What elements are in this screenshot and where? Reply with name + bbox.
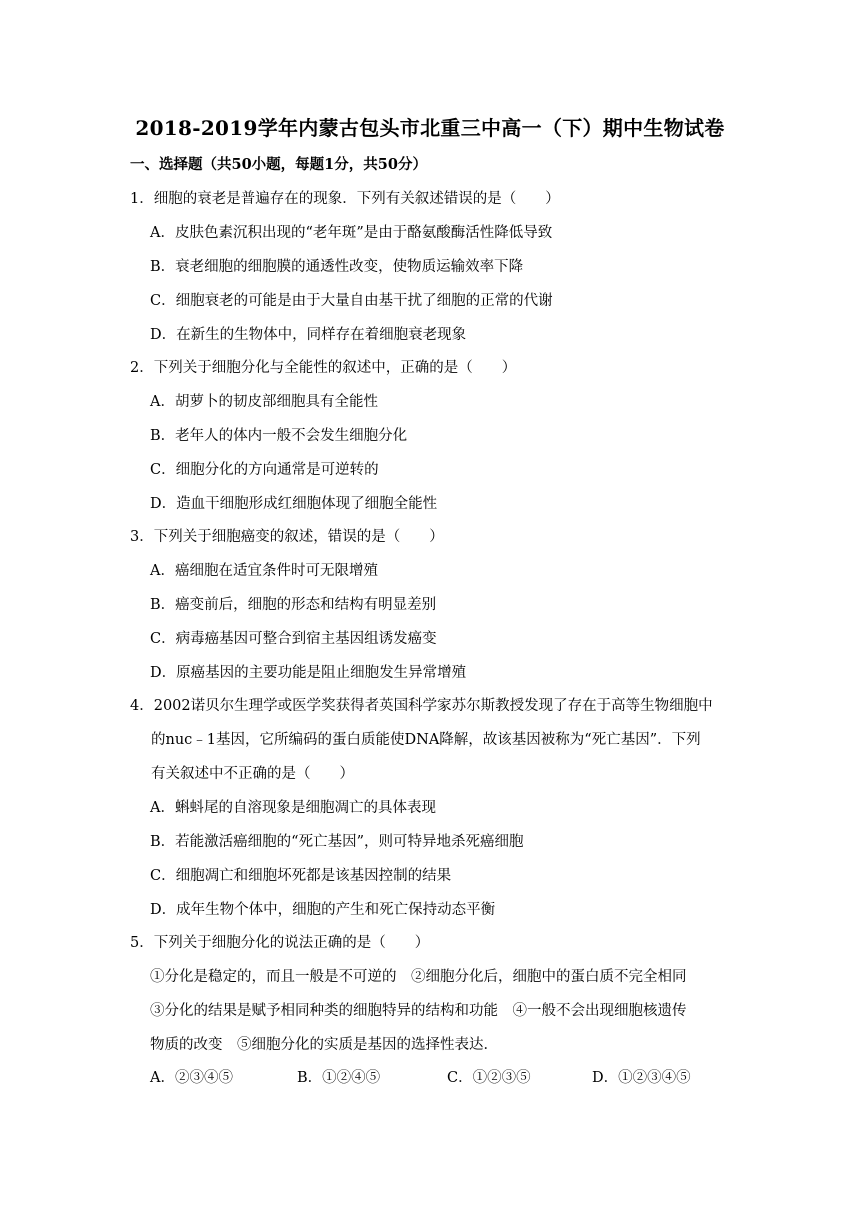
question-2-option-d: D．造血干细胞形成红细胞体现了细胞全能性 [150,496,438,512]
question-2-option-a: A．胡萝卜的韧皮部细胞具有全能性 [150,394,378,410]
question-2-option-b: B．老年人的体内一般不会发生细胞分化 [150,428,408,444]
question-1-stem: 1．细胞的衰老是普遍存在的现象．下列有关叙述错误的是（ ） [130,191,560,207]
question-5-choice-a: A．②③④⑤ [150,1070,233,1086]
question-1-option-d: D．在新生的生物体中，同样存在着细胞衰老现象 [150,327,467,343]
question-3-option-c: C．病毒癌基因可整合到宿主基因组诱发癌变 [150,631,437,647]
section-heading: 一、选择题（共50小题，每题1分，共50分） [130,156,427,173]
question-4-option-d: D．成年生物个体中，细胞的产生和死亡保持动态平衡 [150,902,496,918]
question-5-choice-c: C．①②③⑤ [447,1070,531,1086]
question-2-option-c: C．细胞分化的方向通常是可逆转的 [150,462,379,478]
page-title: 2018-2019学年内蒙古包头市北重三中高一（下）期中生物试卷 [135,116,725,140]
question-3-option-a: A．癌细胞在适宜条件时可无限增殖 [150,563,378,579]
question-1-option-a: A．皮肤色素沉积出现的“老年斑”是由于酪氨酸酶活性降低导致 [150,225,553,241]
question-4-stem-line-2: 的nuc﹣1基因，它所编码的蛋白质能使DNA降解，故该基因被称为“死亡基因”．下列 [151,732,701,748]
question-3-stem: 3．下列关于细胞癌变的叙述，错误的是（ ） [130,529,444,545]
question-5-statement-line-1: ①分化是稳定的，而且一般是不可逆的 ②细胞分化后，细胞中的蛋白质不完全相同 [150,969,687,985]
question-3-option-b: B．癌变前后，细胞的形态和结构有明显差别 [150,597,437,613]
question-5-statement-line-3: 物质的改变 ⑤细胞分化的实质是基因的选择性表达． [150,1037,498,1053]
question-4-stem-line-1: 4．2002诺贝尔生理学或医学奖获得者英国科学家苏尔斯教授发现了存在于高等生物细胞中 [130,698,713,714]
question-5-stem: 5．下列关于细胞分化的说法正确的是（ ） [130,935,430,951]
question-5-statement-line-2: ③分化的结果是赋予相同种类的细胞特异的结构和功能 ④一般不会出现细胞核遗传 [150,1003,687,1019]
question-5-choices [150,1068,730,1088]
question-2-stem: 2．下列关于细胞分化与全能性的叙述中，正确的是（ ） [130,360,517,376]
question-1-option-b: B．衰老细胞的细胞膜的通透性改变，使物质运输效率下降 [150,259,524,275]
question-1-option-c: C．细胞衰老的可能是由于大量自由基干扰了细胞的正常的代谢 [150,293,553,309]
question-4-option-a: A．蝌蚪尾的自溶现象是细胞凋亡的具体表现 [150,800,436,816]
question-5-choice-b: B．①②④⑤ [297,1070,381,1086]
question-3-option-d: D．原癌基因的主要功能是阻止细胞发生异常增殖 [150,665,467,681]
question-4-stem-line-3: 有关叙述中不正确的是（ ） [151,766,354,782]
question-4-option-b: B．若能激活癌细胞的“死亡基因”，则可特异地杀死癌细胞 [150,834,524,850]
question-5-choice-d: D．①②③④⑤ [592,1070,691,1086]
question-4-option-c: C．细胞凋亡和细胞坏死都是该基因控制的结果 [150,868,452,884]
